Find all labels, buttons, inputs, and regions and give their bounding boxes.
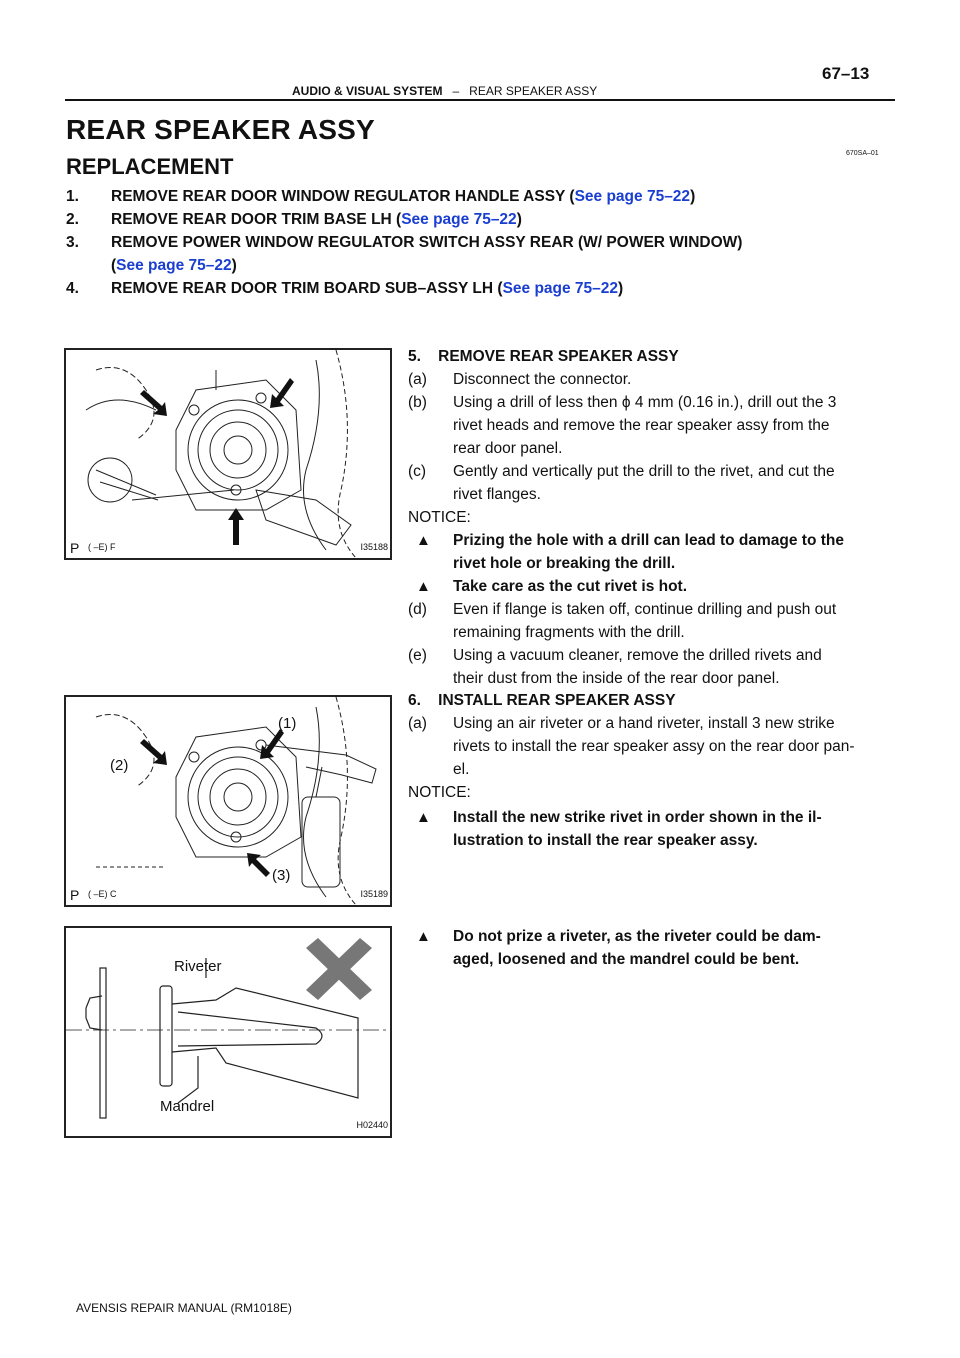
see-page-link[interactable]: See page 75–22 (401, 211, 517, 228)
callout-1-label: (1) (278, 715, 297, 732)
header-separator: – (452, 84, 460, 98)
warning-triangle-icon: ▲ (416, 809, 431, 826)
doc-code: 670SA–01 (846, 150, 879, 157)
warning-triangle-icon: ▲ (416, 928, 431, 945)
page-number: 67–13 (822, 64, 870, 83)
item-text: remaining fragments with the drill. (453, 624, 685, 641)
callout-2-label: (2) (110, 757, 129, 774)
running-header (292, 84, 597, 98)
item-text: rivet heads and remove the rear speaker assy from the (453, 417, 830, 434)
item-text: Gently and vertically put the drill to the rivet, and cut the (453, 463, 835, 480)
header-rule (65, 99, 895, 101)
speaker-drill-illustration (66, 350, 390, 558)
figure-p-mark: P (70, 540, 80, 556)
step-text: REMOVE REAR DOOR TRIM BOARD SUB–ASSY LH ( (111, 280, 503, 297)
step-6-heading: 6. INSTALL REAR SPEAKER ASSY (408, 692, 676, 709)
notice-text: Prizing the hole with a drill can lead to damage to the (453, 532, 844, 549)
step-tail: ) (516, 211, 522, 228)
item-text: rear door panel. (453, 440, 563, 457)
item-label: (d) (408, 601, 427, 618)
step-number: 1. (66, 188, 79, 205)
item-text: Using an air riveter or a hand riveter, install 3 new strike (453, 715, 835, 732)
figure-speaker-removal (64, 348, 392, 560)
callout-3-label: (3) (272, 867, 291, 884)
step-6-block (408, 690, 896, 980)
figure-note: ( –E) F (88, 542, 116, 552)
warning-triangle-icon: ▲ (416, 532, 431, 549)
notice-label: NOTICE: (408, 509, 471, 526)
item-label: (a) (408, 715, 427, 732)
figure-id: I35189 (360, 889, 388, 899)
item-label: (c) (408, 463, 427, 480)
step-5-heading: 5. REMOVE REAR SPEAKER ASSY (408, 348, 679, 365)
step-tail: ) (618, 280, 624, 297)
warning-triangle-icon: ▲ (416, 578, 431, 595)
figure-speaker-install (64, 695, 392, 907)
item-label: (b) (408, 394, 427, 411)
mandrel-label: Mandrel (160, 1098, 215, 1115)
see-page-link[interactable]: See page 75–22 (116, 257, 232, 274)
notice-text: aged, loosened and the mandrel could be bent. (453, 951, 800, 968)
header-subsection: REAR SPEAKER ASSY (469, 84, 598, 98)
notice-label: NOTICE: (408, 784, 471, 801)
step-number: 2. (66, 211, 79, 228)
item-text: Using a drill of less then ϕ 4 mm (0.16 in.), drill out the 3 (453, 394, 837, 411)
notice-text: Take care as the cut rivet is hot. (453, 578, 688, 595)
step-3 (66, 233, 896, 277)
item-label: (a) (408, 371, 427, 388)
riveter-install-illustration (66, 697, 390, 905)
figure-riveter-caution (64, 926, 392, 1138)
item-text: their dust from the inside of the rear door panel. (453, 670, 780, 687)
figure-id: H02440 (356, 1120, 388, 1130)
page-title: REAR SPEAKER ASSY (66, 114, 375, 145)
notice-text: rivet hole or breaking the drill. (453, 555, 676, 572)
step-5-block (408, 346, 896, 696)
item-text: rivet flanges. (453, 486, 541, 503)
notice-text: Do not prize a riveter, as the riveter could be dam- (453, 928, 821, 945)
step-text: REMOVE POWER WINDOW REGULATOR SWITCH ASSY REAR (W/ POWER WINDOW) (111, 234, 743, 251)
see-page-link[interactable]: See page 75–22 (574, 188, 691, 205)
item-text: Disconnect the connector. (453, 371, 632, 388)
figure-id: I35188 (360, 542, 388, 552)
step-number: 3. (66, 234, 79, 251)
figure-p-mark: P (70, 887, 80, 903)
cross-out-icon (306, 938, 372, 1000)
notice-text: lustration to install the rear speaker assy. (453, 832, 758, 849)
item-text: rivets to install the rear speaker assy on the rear door pan- (453, 738, 855, 755)
item-text: Even if flange is taken off, continue drilling and push out (453, 601, 837, 618)
section-subtitle: REPLACEMENT (66, 154, 234, 179)
riveter-mandrel-illustration (66, 928, 390, 1136)
item-text: el. (453, 761, 470, 778)
notice-text: Install the new strike rivet in order shown in the il- (453, 809, 822, 826)
riveter-label: Riveter (174, 958, 222, 975)
arrow-1-icon (270, 378, 294, 408)
step-number: 4. (66, 280, 79, 297)
figure-note: ( –E) C (88, 889, 117, 899)
item-label: (e) (408, 647, 427, 664)
step-tail: ) (690, 188, 696, 205)
see-page-link[interactable]: See page 75–22 (502, 280, 619, 297)
item-text: Using a vacuum cleaner, remove the drilled rivets and (453, 647, 822, 664)
step-cont: ( (111, 257, 117, 274)
header-section: AUDIO & VISUAL SYSTEM (292, 84, 443, 98)
step-text: REMOVE REAR DOOR TRIM BASE LH ( (111, 211, 402, 228)
footer: AVENSIS REPAIR MANUAL (RM1018E) (76, 1301, 292, 1315)
step-tail: ) (231, 257, 237, 274)
step-text: REMOVE REAR DOOR WINDOW REGULATOR HANDLE ASSY ( (111, 188, 575, 205)
